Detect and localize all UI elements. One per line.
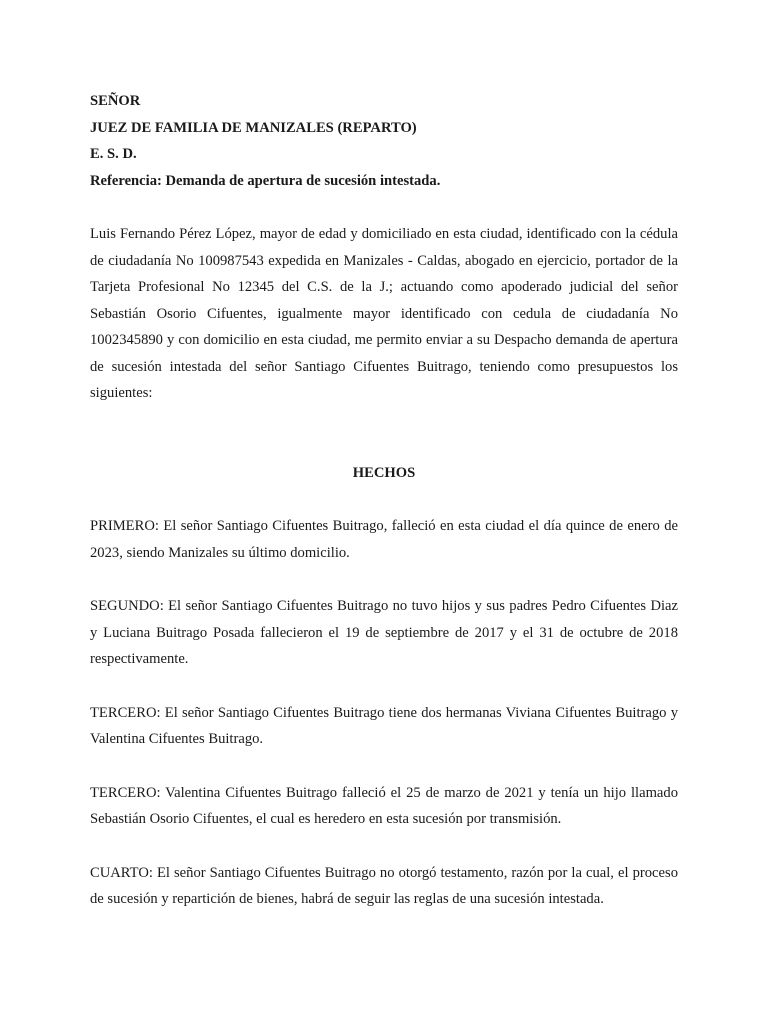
spacer xyxy=(90,486,678,513)
reference-line: Referencia: Demanda de apertura de sucesión intestada. xyxy=(90,172,441,189)
fact-paragraph-tercero: TERCERO: El señor Santiago Cifuentes Buitrago tiene dos hermanas Viviana Cifuentes Buitrago y Valentina Cifuentes Buitrago. xyxy=(90,704,678,747)
spacer xyxy=(90,194,678,221)
addressee-court: JUEZ DE FAMILIA DE MANIZALES (REPARTO) xyxy=(90,119,417,136)
spacer xyxy=(90,566,678,593)
section-title-hechos: HECHOS xyxy=(352,464,416,481)
spacer xyxy=(90,673,678,700)
fact-paragraph-cuarto: CUARTO: El señor Santiago Cifuentes Buitrago no otorgó testamento, razón por la cual, el proceso de sucesión y repartición de bienes, habrá de seguir las reglas de una sucesión intestada. xyxy=(90,864,678,907)
spacer xyxy=(90,407,678,460)
spacer xyxy=(90,833,678,860)
addressee-title: SEÑOR xyxy=(90,93,141,109)
addressee-esd: E. S. D. xyxy=(90,146,137,162)
fact-paragraph-primero: PRIMERO: El señor Santiago Cifuentes Buitrago, falleció en esta ciudad el día quince de enero de 2023, siendo Manizales su último domicilio. xyxy=(90,518,678,561)
fact-paragraph-segundo: SEGUNDO: El señor Santiago Cifuentes Buitrago no tuvo hijos y sus padres Pedro Cifuentes Diaz y Luciana Buitrago Posada fallecieron el 19 de septiembre de 2017 y el 31 de octubre de 2018 respectivamente. xyxy=(90,598,678,667)
fact-paragraph-tercero-bis: TERCERO: Valentina Cifuentes Buitrago falleció el 25 de marzo de 2021 y tenía un hijo llamado Sebastián Osorio Cifuentes, el cual es heredero en esta sucesión por transmisión. xyxy=(90,784,678,827)
spacer xyxy=(90,753,678,780)
intro-paragraph: Luis Fernando Pérez López, mayor de edad y domiciliado en esta ciudad, identificado con la cédula de ciudadanía No 100987543 expedida en Manizales - Caldas, abogado en ejercicio, portador de la Tarjeta Profesional No 12345 del C.S. de la J.; actuando como apoderado judicial del señor Sebastián Osorio Cifuentes, igualmente mayor identificado con cedula de ciudadanía No 1002345890 y con domicilio en esta ciudad, me permito enviar a su Despacho demanda de apertura de sucesión intestada del señor Santiago Cifuentes Buitrago, teniendo como presupuestos los siguientes: xyxy=(90,226,678,401)
document-page xyxy=(90,88,678,913)
